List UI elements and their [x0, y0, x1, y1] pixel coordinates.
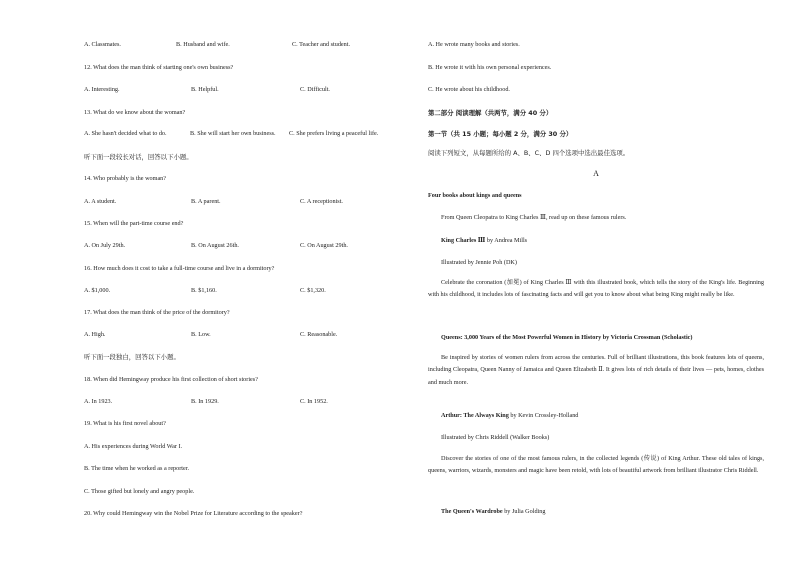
- book-2-description: Be inspired by stories of women rulers from across the centuries. Full of brilliant illustrations, this book features lots of queens, including Cleopatra, Queen Nanny of Jamaica and Queen Elizabeth Ⅱ. It gives lots of rich details of their lives — pets, homes, clothes and much more.: [428, 354, 764, 386]
- question-16: 16. How much does it cost to take a full-time course and live in a dormitory?: [84, 265, 275, 272]
- book-3-author: by Kevin Crossley-Holland: [508, 412, 579, 419]
- q16-option-b: B. $1,160.: [191, 287, 217, 294]
- q12-option-a: A. Interesting.: [84, 86, 120, 93]
- q18-option-b: B. In 1929.: [191, 398, 219, 405]
- passage-title: Four books about kings and queens: [428, 192, 522, 199]
- q20-option-a: A. He wrote many books and stories.: [428, 41, 520, 48]
- q11-option-b: B. Husband and wife.: [176, 41, 230, 48]
- q13-option-c: C. She prefers living a peaceful life.: [289, 130, 379, 137]
- question-18: 18. When did Hemingway produce his first collection of short stories?: [84, 376, 258, 383]
- book-3-illustrator: Illustrated by Chris Riddell (Walker Books): [441, 434, 550, 441]
- q16-option-c: C. $1,320.: [300, 287, 326, 294]
- q19-option-b: B. The time when he worked as a reporter.: [84, 465, 190, 472]
- q20-option-b: B. He wrote it with his own personal experiences.: [428, 64, 552, 71]
- book-3-title: Arthur: The Always King: [441, 412, 509, 419]
- listening-instruction-1: 听下面一段较长对话，回答以下小题。: [84, 153, 193, 161]
- book-1-illustrator: Illustrated by Jennie Poh (DK): [441, 259, 517, 266]
- book-2-title: Queens: 3,000 Years of the Most Powerful Women in History by Victoria Crossman (Scholastic): [441, 334, 693, 341]
- q11-option-a: A. Classmates.: [84, 41, 121, 48]
- question-20: 20. Why could Hemingway win the Nobel Prize for Literature according to the speaker?: [84, 510, 303, 517]
- reading-instruction: 阅读下列短文，从每题所给的 A、B、C、D 四个选项中选出最佳选项。: [428, 149, 630, 157]
- q17-option-b: B. Low.: [191, 331, 211, 338]
- q13-option-a: A. She hasn't decided what to do.: [84, 130, 167, 137]
- question-17: 17. What does the man think of the price of the dormitory?: [84, 309, 230, 316]
- q17-option-a: A. High.: [84, 331, 106, 338]
- book-3-heading: [441, 412, 578, 420]
- q15-option-b: B. On August 26th.: [191, 242, 239, 249]
- question-13: 13. What do we know about the woman?: [84, 109, 186, 116]
- q14-option-a: A. A student.: [84, 198, 117, 205]
- q17-option-c: C. Reasonable.: [300, 331, 338, 338]
- book-1-title: King Charles Ⅲ: [441, 237, 486, 244]
- q11-option-c: C. Teacher and student.: [292, 41, 351, 48]
- q14-option-c: C. A receptionist.: [300, 198, 343, 205]
- q12-option-b: B. Helpful.: [191, 86, 219, 93]
- book-1-description: Celebrate the coronation (加冕) of King Charles Ⅲ with this illustrated book, which tells the story of the King's life. Beginning with his childhood, it includes lots of fascinating facts and will get you to know about what being King might really be like.: [428, 279, 764, 299]
- question-14: 14. Who probably is the woman?: [84, 175, 167, 182]
- q19-option-c: C. Those gifted but lonely and angry people.: [84, 488, 195, 495]
- q13-option-b: B. She will start her own business.: [190, 130, 276, 137]
- q15-option-a: A. On July 29th.: [84, 242, 126, 249]
- book-4-heading: [441, 508, 545, 516]
- section-1-heading: 第一节（共 15 小题；每小题 2 分，满分 30 分）: [428, 130, 573, 138]
- passage-letter: A: [593, 169, 599, 178]
- passage-intro: From Queen Cleopatra to King Charles Ⅲ, read up on these famous rulers.: [441, 214, 627, 221]
- question-19: 19. What is his first novel about?: [84, 420, 166, 427]
- q18-option-c: C. In 1952.: [300, 398, 328, 405]
- listening-instruction-2: 听下面一段独白，回答以下小题。: [84, 353, 180, 361]
- book-4-author: by Julia Golding: [502, 508, 546, 515]
- book-3-description: Discover the stories of one of the most famous rulers, in the collected legends (传说) of King Arthur. These old tales of kings, queens, warriors, wizards, monsters and magic have been retold, with lots of beautiful artwork from brilliant illustrator Chris Riddell.: [428, 455, 764, 475]
- q12-option-c: C. Difficult.: [300, 86, 330, 93]
- question-15: 15. When will the part-time course end?: [84, 220, 184, 227]
- question-12: 12. What does the man think of starting one's own business?: [84, 64, 234, 71]
- q14-option-b: B. A parent.: [191, 198, 221, 205]
- q20-option-c: C. He wrote about his childhood.: [428, 86, 510, 93]
- book-1-heading: [441, 237, 527, 245]
- part-2-heading: 第二部分 阅读理解（共两节，满分 40 分）: [428, 109, 553, 117]
- q19-option-a: A. His experiences during World War I.: [84, 443, 183, 450]
- q16-option-a: A. $1,000.: [84, 287, 111, 294]
- q18-option-a: A. In 1923.: [84, 398, 113, 405]
- book-1-author: by Andrea Mills: [485, 237, 528, 244]
- book-4-title: The Queen's Wardrobe: [441, 508, 503, 515]
- q15-option-c: C. On August 29th.: [300, 242, 348, 249]
